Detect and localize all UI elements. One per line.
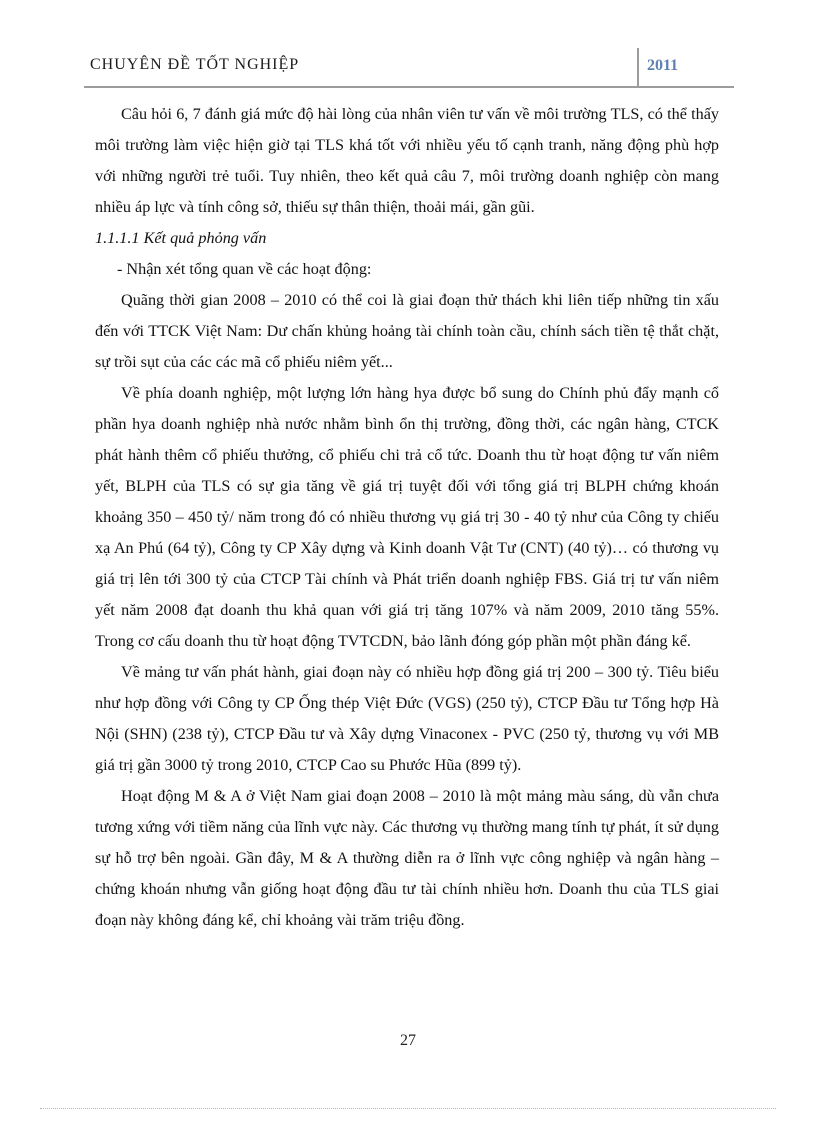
page-number: 27 (400, 1032, 416, 1049)
paragraph-enterprise: Về phía doanh nghiệp, một lượng lớn hàng hya được bổ sung do Chính phủ đẩy mạnh cổ phần hya doanh nghiệp nhà nước nhằm bình ổn thị trường, đồng thời, các ngân hàng, CTCK phát hành thêm cổ phiếu thưởng, cổ phiếu chi trả cổ tức. Doanh thu từ hoạt động tư vấn niêm yết, BLPH của TLS có sự gia tăng về giá trị tuyệt đối với tổng giá trị BLPH chứng khoán khoảng 350 – 450 tỷ/ năm trong đó có nhiều thương vụ giá trị 30 - 40 tỷ như của Công ty chiếu xạ An Phú (64 tỷ), Công ty CP Xây dựng và Kinh doanh Vật Tư (CNT) (40 tỷ)… có thương vụ giá trị lên tới 300 tỷ của CTCP Tài chính và Phát triển doanh nghiệp FBS. Giá trị tư vấn niêm yết năm 2008 đạt doanh thu khả quan với giá trị tăng 107% và năm 2009, 2010 tăng 55%. Trong cơ cấu doanh thu từ hoạt động TVTCDN, bảo lãnh đóng góp phần một phần đáng kể. (95, 384, 719, 650)
header-divider (637, 48, 639, 86)
header-year: 2011 (647, 57, 679, 74)
header-title: CHUYÊN ĐỀ TỐT NGHIỆP (90, 56, 300, 73)
footer-divider (40, 1108, 776, 1109)
bullet-overview: - Nhận xét tổng quan về các hoạt động: (117, 260, 372, 278)
paragraph-period: Quãng thời gian 2008 – 2010 có thể coi là giai đoạn thử thách khi liên tiếp những tin xấu đến với TTCK Việt Nam: Dư chấn khủng hoảng tài chính toàn cầu, chính sách tiền tệ thắt chặt, sự trồi sụt của các các mã cổ phiếu niêm yết... (95, 291, 719, 371)
paragraph-m-and-a: Hoạt động M & A ở Việt Nam giai đoạn 2008 – 2010 là một mảng màu sáng, dù vẫn chưa tương xứng với tiềm năng của lĩnh vực này. Các thương vụ thường mang tính tự phát, ít sử dụng sự hỗ trợ bên ngoài. Gần đây, M & A thường diễn ra ở lĩnh vực công nghiệp và ngân hàng – chứng khoán nhưng vẫn giống hoạt động đầu tư tài chính nhiều hơn. Doanh thu của TLS giai đoạn này không đáng kể, chỉ khoảng vài trăm triệu đồng. (95, 787, 719, 929)
page-header (84, 48, 734, 88)
document-body (95, 99, 719, 936)
section-heading: 1.1.1.1 Kết quả phỏng vấn (95, 229, 267, 247)
paragraph-issuance: Về mảng tư vấn phát hành, giai đoạn này có nhiều hợp đồng giá trị 200 – 300 tỷ. Tiêu biểu như hợp đồng với Công ty CP Ống thép Việt Đức (VGS) (250 tỷ), CTCP Đầu tư Tổng hợp Hà Nội (SHN) (238 tỷ), CTCP Đầu tư và Xây dựng Vinaconex - PVC (250 tỷ, thương vụ với MB giá trị gần 3000 tỷ trong 2010, CTCP Cao su Phước Hũa (899 tỷ). (95, 663, 719, 774)
paragraph-satisfaction: Câu hỏi 6, 7 đánh giá mức độ hài lòng của nhân viên tư vấn về môi trường TLS, có thể thấy môi trường làm việc hiện giờ tại TLS khá tốt với nhiều yếu tố cạnh tranh, năng động phù hợp với những người trẻ tuổi. Tuy nhiên, theo kết quả câu 7, môi trường doanh nghiệp còn mang nhiều áp lực và tính công sở, thiếu sự thân thiện, thoải mái, gần gũi. (95, 105, 719, 216)
